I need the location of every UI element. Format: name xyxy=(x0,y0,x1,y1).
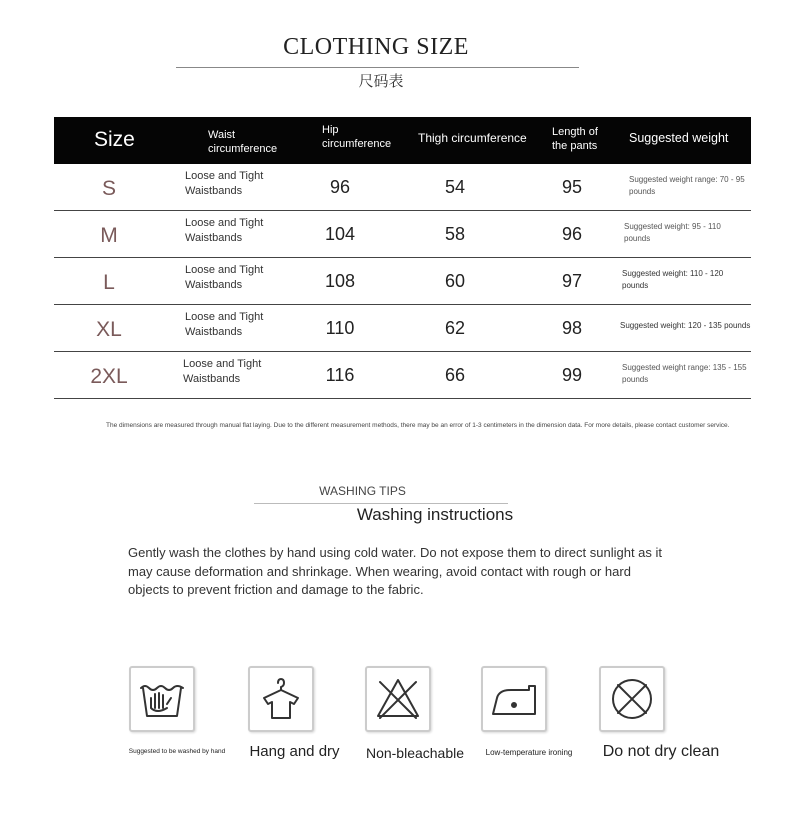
washing-divider xyxy=(254,503,508,504)
waist-cell xyxy=(185,310,263,340)
size-cell: M xyxy=(100,224,118,247)
length-cell: 98 xyxy=(561,318,583,338)
page-subtitle: 尺码表 xyxy=(358,73,404,90)
hip-cell: 108 xyxy=(324,271,356,291)
size-cell: S xyxy=(101,177,116,200)
weight-cell: Suggested weight: 120 - 135 pounds xyxy=(620,321,751,330)
waist-cell xyxy=(185,263,263,293)
header-length xyxy=(552,125,598,153)
header-waist-line2: circumference xyxy=(208,143,278,155)
washing-tips-label: WASHING TIPS xyxy=(319,484,406,498)
hand-wash-icon xyxy=(129,666,195,732)
size-cell: XL xyxy=(96,318,122,341)
waist-line2: Waistbands xyxy=(185,279,243,291)
waist-line2: Waistbands xyxy=(183,373,241,385)
table-header-row xyxy=(54,117,751,164)
header-weight: Suggested weight xyxy=(629,131,729,145)
waist-line2: Waistbands xyxy=(185,185,243,197)
thigh-cell: 54 xyxy=(444,177,466,197)
hip-cell: 104 xyxy=(324,224,356,244)
no-dry-clean-label: Do not dry clean xyxy=(602,743,720,760)
waist-line1: Loose and Tight xyxy=(185,170,264,182)
header-waist-line1: Waist xyxy=(208,129,236,141)
thigh-cell: 62 xyxy=(444,318,466,338)
header-length-line1: Length of xyxy=(552,126,598,138)
header-size: Size xyxy=(94,128,135,151)
waist-line1: Loose and Tight xyxy=(183,358,262,370)
no-dry-clean-icon xyxy=(599,666,665,732)
waist-cell xyxy=(185,216,263,246)
header-thigh: Thigh circumference xyxy=(418,131,527,145)
header-hip-line2: circumference xyxy=(322,138,392,150)
hip-cell: 96 xyxy=(329,177,351,197)
size-cell: 2XL xyxy=(90,365,128,388)
header-waist xyxy=(208,128,277,156)
hip-cell: 116 xyxy=(325,365,355,385)
page-title: CLOTHING SIZE xyxy=(283,34,469,60)
table-row xyxy=(54,164,751,211)
weight-cell: Suggested weight range: 135 - 155 pounds xyxy=(622,363,747,384)
thigh-cell: 66 xyxy=(444,365,466,385)
waist-line1: Loose and Tight xyxy=(185,311,264,323)
washing-instructions-text: Gently wash the clothes by hand using cold water. Do not expose them to direct sunlight as it may cause deformation and shrinkage. When wearing, avoid contact with rough or hard objects to prevent friction and damage to the fabric. xyxy=(128,545,663,597)
length-cell: 97 xyxy=(561,271,583,291)
table-row xyxy=(54,352,751,399)
no-bleach-label: Non-bleachable xyxy=(365,745,465,761)
length-cell: 96 xyxy=(561,224,583,244)
header-length-line2: the pants xyxy=(552,140,598,152)
washing-title: Washing instructions xyxy=(356,505,514,524)
waist-line2: Waistbands xyxy=(185,232,243,244)
hang-dry-icon xyxy=(248,666,314,732)
size-cell: L xyxy=(103,271,115,294)
weight-cell: Suggested weight: 95 - 110 pounds xyxy=(624,222,721,243)
thigh-cell: 58 xyxy=(444,224,466,244)
waist-cell xyxy=(183,357,261,387)
hang-dry-label: Hang and dry xyxy=(249,743,340,760)
low-temp-iron-icon xyxy=(481,666,547,732)
table-row xyxy=(54,211,751,258)
weight-cell: Suggested weight range: 70 - 95 pounds xyxy=(629,175,745,196)
low-temp-iron-label: Low-temperature ironing xyxy=(485,748,573,757)
waist-line2: Waistbands xyxy=(185,326,243,338)
no-bleach-icon xyxy=(365,666,431,732)
measurement-note: The dimensions are measured through manual flat laying. Due to the different measurement methods, there may be an error of 1-3 centimeters in the dimension data. For more details, please contact customer service. xyxy=(106,422,730,429)
table-row xyxy=(54,305,751,352)
hand-wash-label: Suggested to be washed by hand xyxy=(128,748,226,755)
table-row xyxy=(54,258,751,305)
hip-cell: 110 xyxy=(325,318,355,338)
waist-line1: Loose and Tight xyxy=(185,264,264,276)
header-hip-line1: Hip xyxy=(322,124,339,136)
size-chart-table xyxy=(54,117,751,399)
length-cell: 95 xyxy=(561,177,583,197)
waist-cell xyxy=(185,169,263,199)
header-hip xyxy=(322,123,391,151)
title-divider xyxy=(176,67,579,68)
waist-line1: Loose and Tight xyxy=(185,217,264,229)
length-cell: 99 xyxy=(561,365,583,385)
thigh-cell: 60 xyxy=(444,271,466,291)
weight-cell: Suggested weight: 110 - 120 pounds xyxy=(622,269,724,290)
